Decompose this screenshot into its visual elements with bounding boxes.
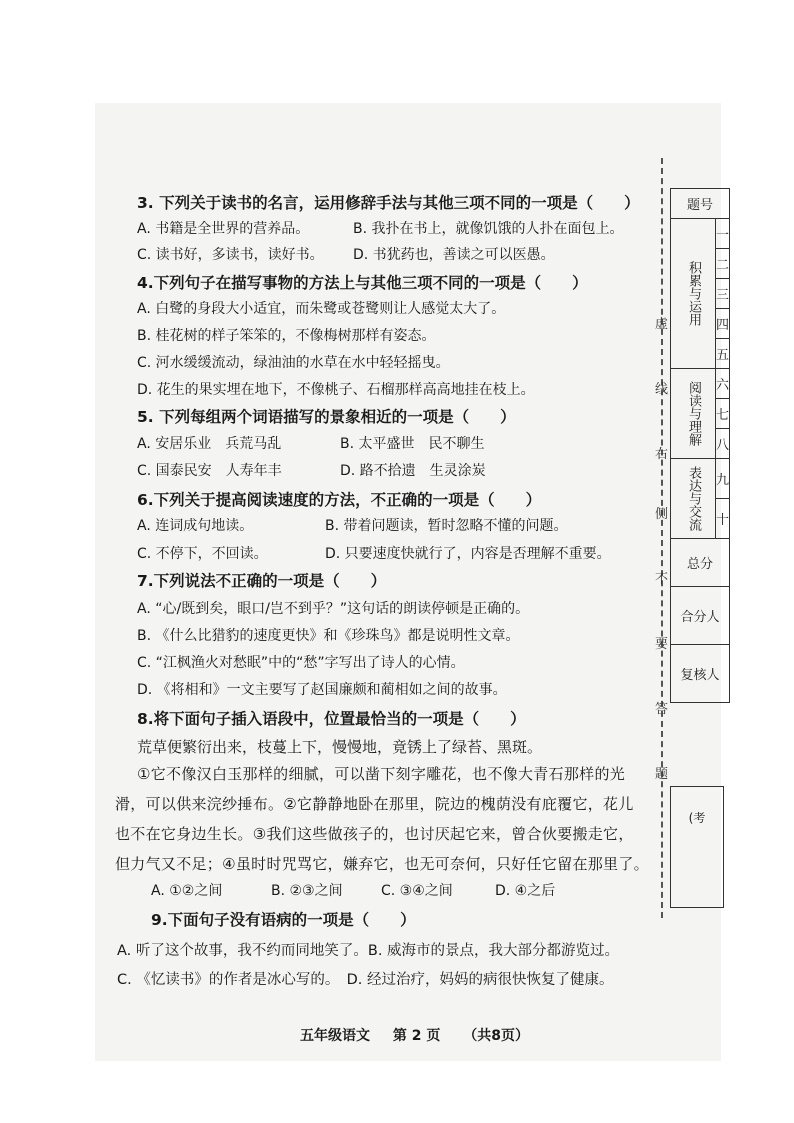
question-9-stem: 9.下面句子没有语病的一项是（ ）: [151, 911, 416, 929]
bottom-info-box-label: (考: [688, 811, 706, 825]
question-4-option-a: A. 白鹭的身段大小适宜，而朱鹭或苍鹭则让人感觉太大了。: [137, 301, 506, 317]
side-mark-6: 要: [655, 637, 669, 652]
score-row-3: 三: [716, 279, 730, 309]
side-mark-7: 答: [655, 702, 669, 717]
question-8-option-d: D. ④之后: [495, 883, 556, 899]
question-5-option-d: D. 路不拾遗 生灵涂炭: [340, 463, 486, 479]
question-6-stem: 6.下列关于提高阅读速度的方法，不正确的一项是（ ）: [137, 491, 542, 509]
question-8-passage-line-2: 滑，可以供来浣纱捶布。②它静静地卧在那里，院边的槐荫没有庇覆它，花儿: [115, 795, 634, 813]
question-9-options-cd: C. 《忆读书》的作者是冰心写的。 D. 经过治疗，妈妈的病很快恢复了健康。: [117, 972, 614, 988]
question-4-option-b: B. 桂花树的样子笨笨的，不像梅树那样有姿态。: [137, 328, 436, 344]
question-7-option-a: A. “心/既到矣，眼口/岂不到乎？”这句话的朗读停顿是正确的。: [137, 601, 530, 617]
side-mark-5: 不: [655, 572, 669, 587]
footer-subject: 五年级语文: [300, 1028, 370, 1044]
question-9-options-ab: A. 听了这个故事，我不约而同地笑了。B. 威海市的景点，我大部分都游览过。: [117, 943, 620, 959]
score-row-9: 九: [716, 459, 730, 499]
question-7-option-d: D. 《将相和》一文主要写了赵国廉颇和蔺相如之间的故事。: [137, 682, 507, 698]
question-8-passage-line-1: ①它不像汉白玉那样的细腻，可以凿下刻字雕花，也不像大青石那样的光: [137, 765, 626, 783]
question-6-option-b: B. 带着问题读，暂时忽略不懂的问题。: [325, 518, 568, 534]
side-mark-3: 右: [655, 447, 669, 462]
question-8-stem: 8.将下面句子插入语段中，位置最恰当的一项是（ ）: [137, 710, 526, 728]
question-3-option-d: D. 书犹药也，善读之可以医愚。: [353, 247, 555, 263]
side-mark-1: 虚: [655, 317, 669, 332]
question-3-option-a: A. 书籍是全世界的营养品。: [137, 221, 310, 237]
page-footer: [300, 1025, 547, 1045]
question-3-stem: 3. 下列关于读书的名言，运用修辞手法与其他三项不同的一项是（ ）: [137, 194, 640, 212]
question-4-option-d: D. 花生的果实埋在地下，不像桃子、石榴那样高高地挂在枝上。: [137, 382, 535, 398]
footer-page-number: 第 2 页: [392, 1028, 441, 1044]
category-expression: 表达与交流: [671, 459, 716, 539]
combined-score-person-cell: 合分人: [671, 587, 730, 645]
score-row-6: 六: [716, 369, 730, 399]
question-5-option-a: A. 安居乐业 兵荒马乱: [137, 436, 282, 452]
score-row-4: 四: [716, 309, 730, 339]
question-8-option-a: A. ①②之间: [151, 883, 223, 899]
score-row-8: 八: [716, 429, 730, 459]
question-7-option-b: B. 《什么比猎豹的速度更快》和《珍珠鸟》都是说明性文章。: [137, 628, 520, 644]
reviewer-cell: 复核人: [671, 645, 730, 703]
side-mark-2: 线: [655, 382, 669, 397]
question-8-sentence: 荒草便繁衍出来，枝蔓上下，慢慢地，竟锈上了绿苔、黑斑。: [137, 738, 543, 756]
question-3-option-b: B. 我扑在书上，就像饥饿的人扑在面包上。: [353, 221, 624, 237]
question-8-passage-line-3: 也不在它身边生长。③我们这些做孩子的，也讨厌起它来，曾合伙要搬走它，: [115, 825, 634, 843]
question-5-option-b: B. 太平盛世 民不聊生: [340, 436, 485, 452]
question-6-option-c: C. 不停下，不回读。: [137, 546, 268, 562]
exam-page: [95, 103, 730, 1061]
question-5-stem: 5. 下列每组两个词语描写的景象相近的一项是（ ）: [137, 408, 516, 426]
score-row-1: 一: [716, 219, 730, 249]
question-7-option-c: C. “江枫渔火对愁眠”中的“愁”字写出了诗人的心情。: [137, 655, 465, 671]
score-row-5: 五: [716, 339, 730, 369]
question-6-option-a: A. 连词成句地读。: [137, 518, 254, 534]
dashed-cut-line: [661, 158, 663, 918]
question-4-option-c: C. 河水缓缓流动，绿油油的水草在水中轻轻摇曳。: [137, 355, 450, 371]
side-mark-8: 题: [655, 767, 669, 782]
question-4-stem: 4.下列句子在描写事物的方法上与其他三项不同的一项是（ ）: [137, 274, 588, 292]
question-5-option-c: C. 国泰民安 人寿年丰: [137, 463, 282, 479]
question-8-option-b: B. ②③之间: [271, 883, 343, 899]
bottom-info-box: [670, 786, 724, 908]
category-reading: 阅读与理解: [671, 369, 716, 459]
question-8-option-c: C. ③④之间: [381, 883, 453, 899]
total-score-cell: 总分: [671, 539, 730, 587]
question-6-option-d: D. 只要速度快就行了，内容是否理解不重要。: [325, 546, 611, 562]
footer-total-pages: （共8页）: [463, 1028, 529, 1044]
score-table: [670, 188, 730, 703]
side-mark-4: 侧: [655, 507, 669, 522]
score-row-10: 十: [716, 499, 730, 539]
score-row-7: 七: [716, 399, 730, 429]
score-table-header: 题号: [671, 189, 730, 219]
question-3-option-c: C. 读书好，多读书，读好书。: [137, 247, 324, 263]
category-accumulation: 积累与运用: [671, 219, 716, 369]
question-8-passage-line-4: 但力气又不足；④虽时时咒骂它，嫌弃它，也无可奈何，只好任它留在那里了。: [115, 855, 649, 873]
score-row-2: 二: [716, 249, 730, 279]
question-7-stem: 7.下列说法不正确的一项是（ ）: [137, 572, 387, 590]
